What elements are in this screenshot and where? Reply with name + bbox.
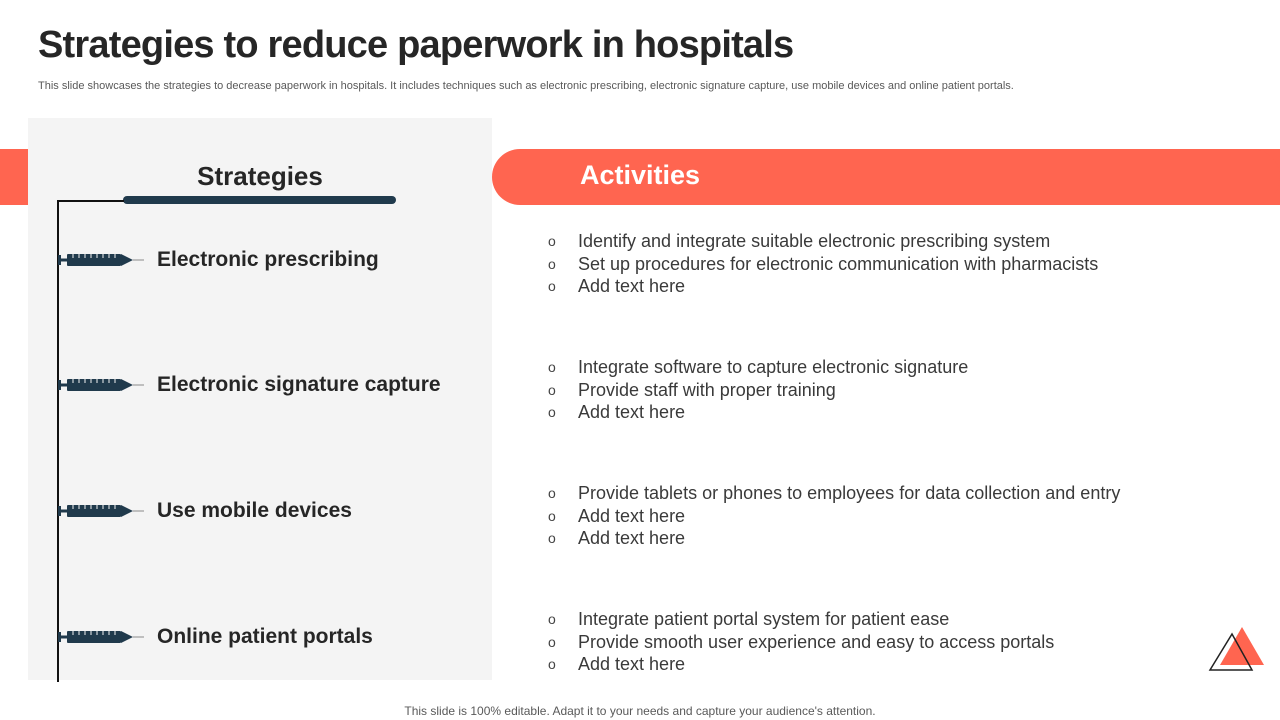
activities-header: Activities <box>580 160 701 190</box>
strategy-label: Online patient portals <box>157 625 373 648</box>
strategy-item <box>58 373 478 397</box>
bullet-icon: o <box>548 359 556 375</box>
slide-subtitle: This slide showcases the strategies to decrease paperwork in hospitals. It includes techniques such as electronic prescribing, electronic signature capture, use mobile devices and online patient portals. <box>38 80 1014 92</box>
strategy-item <box>58 625 478 649</box>
syringe-icon <box>58 625 144 649</box>
activity-text: Identify and integrate suitable electronic prescribing system <box>578 231 1051 251</box>
strategies-header-underline <box>123 196 396 204</box>
strategies-header: Strategies <box>197 161 323 191</box>
activity-text: Integrate patient portal system for patient ease <box>578 609 950 629</box>
bullet-icon: o <box>548 507 556 524</box>
activity-item <box>548 379 1248 402</box>
activity-text: Provide staff with proper training <box>578 379 836 400</box>
activity-item <box>548 275 1248 298</box>
bullet-icon: o <box>548 278 556 294</box>
activity-item <box>548 482 1248 505</box>
triangle-logo-icon <box>1206 624 1266 674</box>
syringe-icon <box>58 499 144 523</box>
activity-text: Add text here <box>578 402 686 422</box>
bullet-icon: o <box>548 255 556 272</box>
activity-text: Add text here <box>578 276 686 296</box>
syringe-icon <box>58 373 144 397</box>
bullet-icon: o <box>548 530 556 546</box>
activity-text: Add text here <box>578 528 686 548</box>
bullet-icon: o <box>548 656 556 672</box>
activity-text: Provide tablets or phones to employees for data collection and entry <box>578 483 1121 503</box>
activity-text: Add text here <box>578 505 686 526</box>
bullet-icon: o <box>548 233 556 249</box>
timeline-line <box>57 200 59 682</box>
activity-text: Add text here <box>578 654 686 674</box>
bullet-icon: o <box>548 404 556 420</box>
activity-group <box>548 230 1248 298</box>
activity-item <box>548 653 1248 676</box>
bullet-icon: o <box>548 633 556 650</box>
activity-item <box>548 230 1248 253</box>
bullet-icon: o <box>548 611 556 627</box>
activity-text: Set up procedures for electronic communication with pharmacists <box>578 253 1099 274</box>
syringe-icon <box>58 248 144 272</box>
bullet-icon: o <box>548 381 556 398</box>
activity-text: Integrate software to capture electronic signature <box>578 357 969 377</box>
activity-item <box>548 356 1248 379</box>
slide-title: Strategies to reduce paperwork in hospitals <box>38 24 794 66</box>
activity-item <box>548 253 1248 276</box>
strategy-label: Electronic signature capture <box>157 373 441 396</box>
activity-text: Provide smooth user experience and easy to access portals <box>578 631 1055 652</box>
activity-group <box>548 482 1248 550</box>
activity-item <box>548 401 1248 424</box>
timeline-connector <box>57 200 124 202</box>
activity-item <box>548 505 1248 528</box>
strategy-item <box>58 248 478 272</box>
bullet-icon: o <box>548 485 556 501</box>
activity-group <box>548 608 1248 676</box>
activity-item <box>548 527 1248 550</box>
strategy-label: Use mobile devices <box>157 499 352 522</box>
activity-item <box>548 608 1248 631</box>
slide-footer: This slide is 100% editable. Adapt it to your needs and capture your audience's attention. <box>404 704 876 718</box>
strategy-label: Electronic prescribing <box>157 248 379 271</box>
left-accent-bar <box>0 149 28 205</box>
activity-item <box>548 631 1248 654</box>
strategy-item <box>58 499 478 523</box>
activity-group <box>548 356 1248 424</box>
